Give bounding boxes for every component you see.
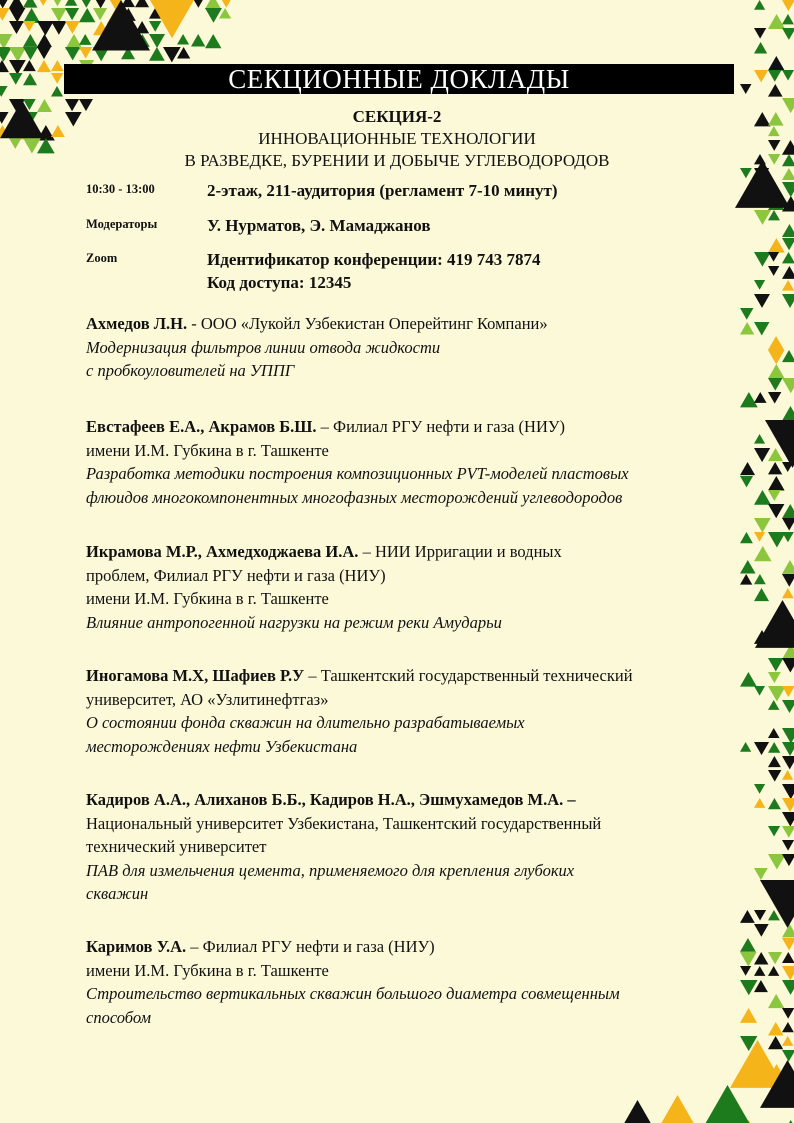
report-authors: Иногамова М.Х, Шафиев Р.У bbox=[86, 666, 305, 685]
report-affiliation-line: проблем, Филиал РГУ нефти и газа (НИУ) bbox=[86, 565, 386, 585]
report-entry bbox=[86, 415, 746, 509]
report-affiliation-line: имени И.М. Губкина в г. Ташкенте bbox=[86, 440, 329, 460]
report-topic-line: О состоянии фонда скважин на длительно разрабатываемых bbox=[86, 713, 525, 732]
report-entry bbox=[86, 540, 746, 634]
report-authors: Икрамова М.Р., Ахмедходжаева И.А. bbox=[86, 542, 359, 561]
report-entry bbox=[86, 664, 746, 758]
report-affiliation: – Ташкентский государственный технический bbox=[304, 666, 633, 685]
report-topic-line: флюидов многокомпонентных многофазных месторождений углеводородов bbox=[86, 487, 623, 507]
section-subtitle-line1: ИННОВАЦИОННЫЕ ТЕХНОЛОГИИ bbox=[258, 129, 536, 148]
report-authors: Каримов У.А. bbox=[86, 937, 187, 956]
report-affiliation: - ООО «Лукойл Узбекистан Оперейтинг Компани» bbox=[187, 314, 548, 333]
time-value: 2-этаж, 211-аудитория (регламент 7-10 минут) bbox=[207, 181, 558, 200]
report-affiliation: – Филиал РГУ нефти и газа (НИУ) bbox=[316, 417, 566, 436]
report-topic-line: Строительство вертикальных скважин большого диаметра совмещенным bbox=[86, 984, 620, 1003]
section-title: СЕКЦИЯ-2 bbox=[352, 107, 442, 126]
zoom-label: Zoom bbox=[86, 251, 118, 265]
report-affiliation-line: имени И.М. Губкина в г. Ташкенте bbox=[86, 589, 329, 608]
report-topic-line: скважин bbox=[86, 884, 149, 903]
report-topic-line: с пробкоуловителей на УППГ bbox=[86, 361, 295, 380]
report-entry bbox=[86, 788, 746, 906]
report-authors: Евстафеев Е.А., Акрамов Б.Ш. bbox=[86, 417, 317, 436]
report-authors: Кадиров А.А., Алиханов Б.Б., Кадиров Н.А., Эшмухамедов М.А. – bbox=[86, 790, 576, 809]
report-topic-line: ПАВ для измельчения цемента, применяемого для крепления глубоких bbox=[86, 860, 575, 880]
report-authors: Ахмедов Л.Н. bbox=[86, 314, 188, 333]
zoom-id: Идентификатор конференции: 419 743 7874 bbox=[207, 250, 541, 269]
report-affiliation-line: университет, АО «Узлитинефтгаз» bbox=[86, 689, 329, 709]
report-topic-line: месторождениях нефти Узбекистана bbox=[86, 736, 358, 756]
moderators-value: У. Нурматов, Э. Мамаджанов bbox=[207, 216, 431, 235]
time-label: 10:30 - 13:00 bbox=[86, 182, 155, 196]
report-entry bbox=[86, 312, 746, 383]
section-subtitle-line2: В РАЗВЕДКЕ, БУРЕНИИ И ДОБЫЧЕ УГЛЕВОДОРОДОВ bbox=[184, 151, 610, 170]
report-affiliation: – НИИ Ирригации и водных bbox=[358, 542, 562, 561]
page-banner: СЕКЦИОННЫЕ ДОКЛАДЫ bbox=[64, 64, 734, 94]
report-topic-line: Разработка методики построения композиционных PVT-моделей пластовых bbox=[86, 464, 629, 483]
report-affiliation-line: Национальный университет Узбекистана, Ташкентский государственный bbox=[86, 813, 602, 833]
zoom-code: Код доступа: 12345 bbox=[207, 273, 352, 292]
report-topic-line: Влияние антропогенной нагрузки на режим реки Амударьи bbox=[86, 612, 502, 632]
section-header bbox=[0, 106, 794, 172]
moderators-label: Модераторы bbox=[86, 217, 158, 231]
report-topic-line: способом bbox=[86, 1007, 152, 1027]
report-topic-line: Модернизация фильтров линии отвода жидкости bbox=[86, 337, 441, 357]
report-entry bbox=[86, 935, 746, 1029]
report-affiliation-line: имени И.М. Губкина в г. Ташкенте bbox=[86, 960, 329, 980]
report-affiliation: – Филиал РГУ нефти и газа (НИУ) bbox=[186, 937, 435, 956]
report-affiliation-line: технический университет bbox=[86, 837, 267, 856]
